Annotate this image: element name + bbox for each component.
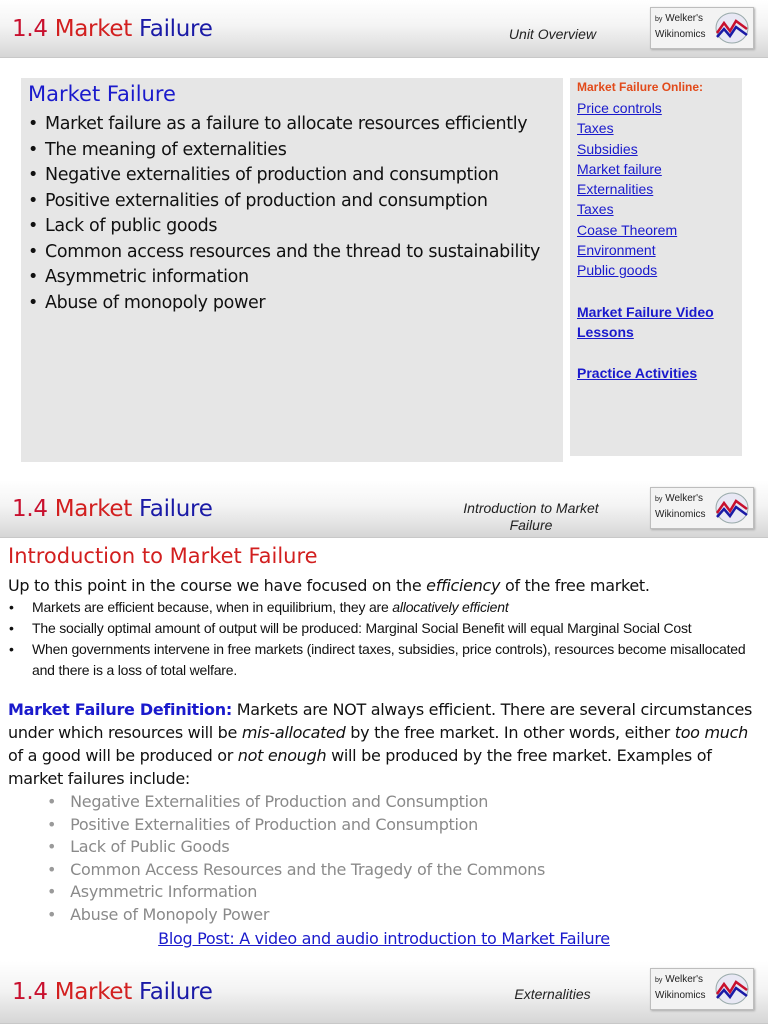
overview-bullet: • Lack of public goods [28, 214, 540, 240]
logo-by: by [655, 977, 663, 984]
logo-wikinomics: Wikinomics [655, 509, 706, 520]
logo-graph-icon [714, 972, 750, 1006]
link-public-goods[interactable]: Public goods [577, 262, 658, 279]
link-practice-activities[interactable]: Practice Activities [577, 365, 698, 381]
title-word-failure: Failure [138, 16, 213, 42]
logo-graph-icon [714, 491, 750, 525]
logo-wikinomics: Wikinomics [655, 29, 706, 40]
example-item: • Common Access Resources and the Tragedy of the Commons [47, 859, 545, 882]
example-item: • Lack of Public Goods [47, 836, 545, 859]
title-word-market: Market [54, 979, 132, 1005]
title-word-failure: Failure [138, 979, 213, 1005]
link-video-lessons[interactable]: Market Failure Video Lessons [577, 304, 714, 341]
intro-paragraph: Up to this point in the course we have focused on the efficiency of the free market. [8, 576, 650, 595]
online-resources-links [577, 98, 677, 281]
slide2-subtitle: Introduction to Market Failure [463, 500, 599, 533]
overview-bullet: • Asymmetric information [28, 265, 540, 291]
overview-bullet: • Common access resources and the thread to sustainability [28, 240, 540, 266]
slide1-title [12, 16, 213, 42]
slide3-subtitle: Externalities [514, 986, 591, 1002]
slide3-header [0, 961, 768, 1024]
slide2-title [12, 496, 213, 522]
definition-paragraph: Market Failure Definition: Markets are NOT always efficient. There are several circumstances under which resources will be mis-allocated by the free market. In other words, either too much of a good will be produced or not enough will be produced by the free market. Examples of market failures include: [8, 700, 753, 788]
title-word-failure: Failure [138, 496, 213, 522]
wikinomics-logo [650, 487, 754, 529]
overview-bullet: • Market failure as a failure to allocate resources efficiently [28, 112, 540, 138]
logo-wikinomics: Wikinomics [655, 990, 706, 1001]
title-word-market: Market [54, 496, 132, 522]
efficiency-bullet: • Markets are efficient because, when in equilibrium, they are allocatively efficient [8, 597, 753, 618]
link-market-failure[interactable]: Market failure [577, 160, 662, 177]
example-item: • Asymmetric Information [47, 881, 545, 904]
logo-graph-icon [714, 11, 750, 45]
efficiency-bullet: • When governments intervene in free markets (indirect taxes, subsidies, price controls), resources become misallocated and there is a loss of total welfare. [8, 639, 753, 681]
overview-bullet: • Abuse of monopoly power [28, 291, 540, 317]
slide1-subtitle: Unit Overview [508, 26, 597, 42]
logo-by: by [655, 16, 663, 23]
efficiency-bullet: • The socially optimal amount of output will be produced: Marginal Social Benefit will equal Marginal Social Cost [8, 618, 753, 639]
efficiency-bullet-list [8, 597, 753, 681]
intro-heading: Introduction to Market Failure [8, 544, 318, 568]
link-environment[interactable]: Environment [577, 242, 656, 259]
online-resources-heading: Market Failure Online: [577, 80, 704, 94]
link-externalities[interactable]: Externalities [577, 181, 654, 198]
overview-heading: Market Failure [28, 82, 176, 106]
link-taxes[interactable]: Taxes [577, 120, 614, 137]
overview-bullet: • Positive externalities of production and consumption [28, 189, 540, 215]
link-coase-theorem[interactable]: Coase Theorem [577, 221, 678, 238]
logo-welkers: Welker's [665, 493, 704, 504]
wikinomics-logo [650, 7, 754, 49]
overview-bullet: • Negative externalities of production and consumption [28, 163, 540, 189]
title-number: 1.4 [12, 979, 48, 1005]
blog-post-link[interactable]: Blog Post: A video and audio introduction to Market Failure [158, 929, 610, 948]
market-failure-examples-list [47, 791, 545, 927]
link-price-controls[interactable]: Price controls [577, 100, 662, 116]
overview-bullet-list [28, 112, 540, 316]
link-subsidies[interactable]: Subsidies [577, 140, 638, 157]
logo-welkers: Welker's [665, 974, 704, 985]
definition-label: Market Failure Definition: [8, 700, 232, 719]
example-item: • Negative Externalities of Production and Consumption [47, 791, 545, 814]
slide1-header [0, 0, 768, 58]
example-item: • Abuse of Monopoly Power [47, 904, 545, 927]
title-word-market: Market [54, 16, 132, 42]
example-item: • Positive Externalities of Production and Consumption [47, 814, 545, 837]
wikinomics-logo [650, 968, 754, 1010]
link-taxes-2[interactable]: Taxes [577, 201, 614, 218]
slide3-title [12, 979, 213, 1005]
logo-by: by [655, 496, 663, 503]
logo-welkers: Welker's [665, 13, 704, 24]
online-resources-panel [570, 78, 742, 456]
overview-bullet: • The meaning of externalities [28, 138, 540, 164]
slide2-header [0, 480, 768, 538]
title-number: 1.4 [12, 16, 48, 42]
market-failure-overview-panel [21, 78, 563, 462]
title-number: 1.4 [12, 496, 48, 522]
